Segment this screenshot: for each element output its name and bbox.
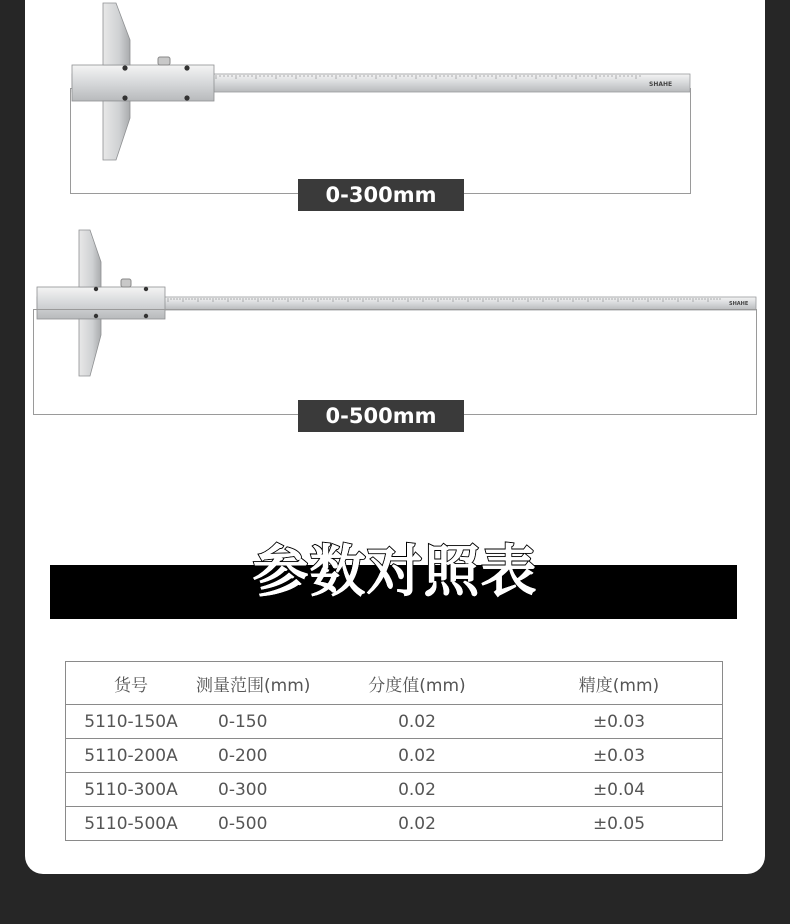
range-label-300: 0-300mm [298,179,464,211]
table-header-row [66,662,723,705]
cell-item-no: 5110-200A [66,739,197,773]
table-row [66,807,723,841]
cell-range: 0-300 [196,773,318,807]
table-row [66,739,723,773]
cell-resolution: 0.02 [318,739,516,773]
cell-item-no: 5110-500A [66,807,197,841]
header-item-no: 货号 [66,662,197,705]
header-resolution: 分度值(mm) [318,662,516,705]
cell-item-no: 5110-150A [66,705,197,739]
brand-logo-300: SHAHE [649,81,673,88]
cell-range: 0-200 [196,739,318,773]
cell-accuracy: ±0.03 [516,739,723,773]
table-row [66,705,723,739]
header-range: 测量范围(mm) [196,662,318,705]
cell-accuracy: ±0.05 [516,807,723,841]
section-title: 参数对照表 [252,540,538,605]
cell-resolution: 0.02 [318,807,516,841]
spec-table [65,661,723,841]
caliper-300 [72,3,690,160]
cell-resolution: 0.02 [318,773,516,807]
cell-range: 0-500 [196,807,318,841]
brand-logo-500: SHAHE [729,301,749,307]
cell-resolution: 0.02 [318,705,516,739]
range-label-500: 0-500mm [298,400,464,432]
cell-item-no: 5110-300A [66,773,197,807]
cell-accuracy: ±0.04 [516,773,723,807]
cell-range: 0-150 [196,705,318,739]
cell-accuracy: ±0.03 [516,705,723,739]
header-accuracy: 精度(mm) [516,662,723,705]
table-row [66,773,723,807]
